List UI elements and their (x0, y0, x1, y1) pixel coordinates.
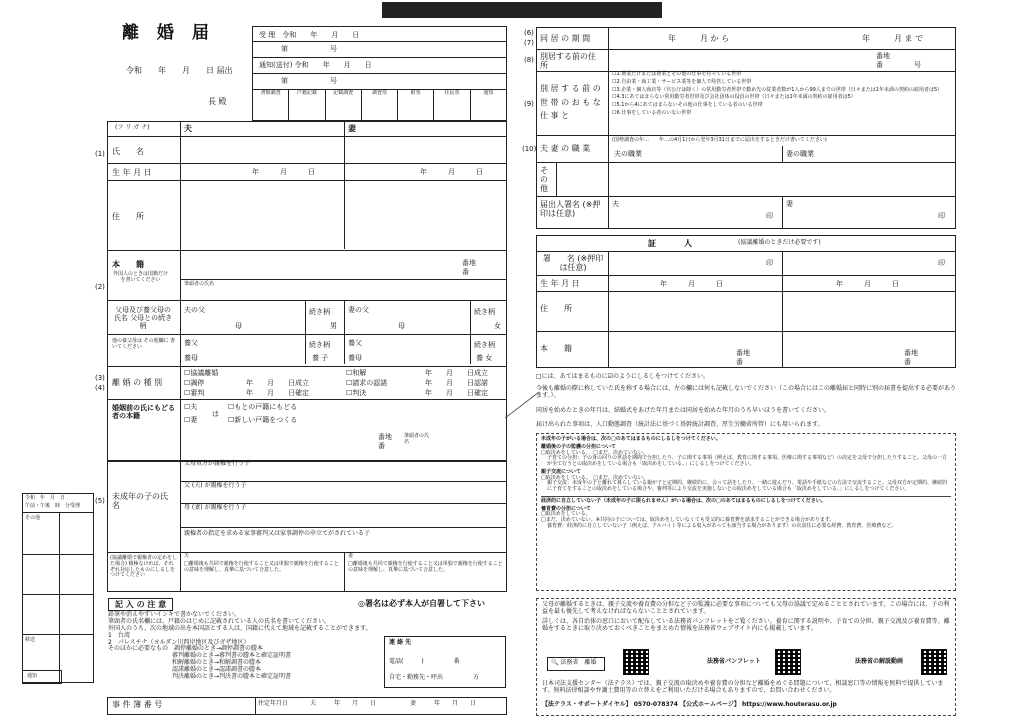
side-stub-small (22, 670, 62, 684)
signer-label: 届出人署名 (※押印は任意) (540, 200, 601, 219)
ban-label: 番 (876, 61, 883, 69)
signer-husband: 夫 (612, 200, 619, 208)
address-label: 住 所 (112, 212, 144, 221)
type-nindaku[interactable]: ☐ 請求の認諾 (346, 379, 387, 387)
stub-row: 令和 年 月 日 (25, 495, 66, 501)
ban-label: 番 (736, 358, 743, 366)
date-established[interactable]: 年 月 日成立 (246, 379, 309, 387)
footer-wife[interactable]: 妻 年 月 日 (410, 700, 477, 707)
witness2-birth[interactable]: 年 月 日 (836, 280, 899, 288)
row-number: (7) (524, 39, 534, 47)
ban-label: 番 (462, 268, 469, 276)
date-finalized[interactable]: 年 月 日確定 (425, 389, 488, 397)
wife-header: 妻 (348, 124, 356, 133)
type-hanketsu[interactable]: ☐ 判決 (346, 389, 366, 397)
stub-row: 移送 (25, 637, 36, 643)
type-kyogi[interactable]: ☐ 協議離婚 (184, 369, 218, 377)
witness-note: (協議離婚のときだけ必要です) (738, 239, 821, 246)
contact-type[interactable]: 自宅・勤務先・呼出 方 (389, 674, 480, 681)
daughter-label: 女 (494, 322, 501, 330)
restore-new[interactable]: ☐ 新しい戸籍をつくる (228, 416, 297, 424)
stub-row: その他 (25, 515, 41, 521)
stamp-col: 記載調査 (326, 89, 362, 120)
header-bar (382, 2, 662, 18)
box-line: 養育費の分担について (541, 505, 591, 512)
minors-label: 未成年の子の氏 名 (112, 492, 184, 511)
adopt-father-wife: 養父 (348, 339, 362, 347)
adopt-mother: 養母 (184, 354, 198, 362)
type-shinpan[interactable]: ☐ 審判 (184, 389, 204, 397)
relation-label: 続き柄 (309, 341, 330, 349)
qr-code-icon[interactable] (623, 649, 649, 675)
relation-label: 続き柄 (309, 308, 330, 316)
stub-row: 午前・午後 時 分受理 (25, 503, 81, 509)
notes-lines (108, 612, 388, 681)
witness-address-label: 住 所 (540, 304, 572, 313)
pamphlet-label[interactable]: 法務省パンフレット (707, 658, 761, 665)
type-wakai[interactable]: ☐ 和解 (346, 369, 366, 377)
notice-line: 通知(送付) 令和 年 月 日 (259, 61, 372, 69)
box-line: 離婚後の子の監護の分担について (541, 443, 616, 450)
husband-birth-field[interactable]: 年 月 日 (252, 168, 315, 176)
recipient: 長 殿 (208, 97, 227, 106)
guidance-para3: 届け出られた事項は、人口動態調査（統計法に基づく基幹統計調査、厚生労働省所管）にも用いられます。 (536, 421, 824, 428)
agreement-wife: 妻 (348, 553, 354, 559)
child-custody-box (536, 433, 956, 591)
work-option[interactable]: ☐ 4.3にあてはまらない常用勤労者世帯及び会社団体の役員の世帯（日々または1年未満の契約の雇用者は5） (612, 95, 952, 101)
form-title: 離 婚 届 (122, 23, 215, 43)
note-line: 和解離婚のとき→和解調書の謄本 (172, 659, 262, 667)
honseki-field[interactable] (182, 252, 458, 278)
reception-no: 第 号 (281, 45, 337, 53)
date-established[interactable]: 年 月 日成立 (425, 369, 488, 377)
seal-mark: 印 (938, 259, 945, 267)
row-number: (3) (95, 374, 105, 382)
case-no-label: 事 件 簿 番 号 (112, 700, 163, 709)
adopt-mother-wife: 養母 (348, 354, 362, 362)
residence-date: 住定年月日 (258, 700, 289, 707)
search-label: 法務省 離婚 (560, 659, 597, 666)
check-note: □には、あてはまるものに☑のようにしるしをつけてください。 (536, 373, 710, 380)
banchi-label: 番地 (736, 349, 750, 357)
note-line: 1 台湾 (108, 631, 130, 639)
agreement-wife-text[interactable]: □離婚後も共同で親権を行使すること又は単独で親権を行使することの意味を理解し、真摯に基づいて合意した。 (348, 561, 503, 573)
husband-mother: 母 (235, 322, 242, 330)
box-line: 子育ての分担：子の身の回りの世話を期間で分担したり、子に関する事項（例えば、教育に関する事項、医療に関する事項など）の決定を父母で分担したりすること。父母の一方が全て行うとの取決めをしている場合も「取決めをしている。」にしるしをつけてください。 (547, 455, 948, 467)
go-label: 号 (914, 61, 921, 69)
stub-note: 通知 (27, 673, 38, 679)
hittousha-label: 筆頭者の氏名 (404, 433, 430, 445)
hittousha-label: 筆頭者の氏名 (184, 281, 215, 287)
ban-label: 番 (904, 358, 911, 366)
work-option[interactable]: ☐ 1.農業だけまたは農業とその他の仕事を持っている世帯 (612, 72, 952, 78)
box-line: 親子交流について (541, 468, 581, 475)
parents-label: 父母及び養父母の氏名 父母との続き柄 (113, 306, 173, 331)
occupation-label: 夫 妻 の 職 業 (540, 144, 591, 153)
footer-husband[interactable]: 夫 年 月 日 (310, 700, 377, 707)
info-para2: 詳しくは、各自治体の窓口において配布している法務省パンフレットをご覧ください。養育に関する説明や、子育ての分担、親子交流及び養育費等、離婚をするときに取り決めておくべきことをまとめた情報を法務省ウェブサイト内にも掲載しています。 (542, 617, 950, 632)
row-number: (1) (95, 150, 105, 158)
work-option[interactable]: ☐ 2.自由業・商工業・サービス業等を個人で経営している世帯 (612, 80, 952, 86)
relation-label: 続き柄 (474, 341, 495, 349)
witness-title: 証 人 (648, 239, 696, 248)
banchi-label: 番地 (876, 52, 890, 60)
signature-note: ◎署名は必ず本人が自署して下さい (358, 599, 485, 608)
reception-box (252, 26, 507, 121)
witness-honseki-label: 本 籍 (540, 344, 572, 353)
date-admitted[interactable]: 年 月 日認諾 (425, 379, 488, 387)
honseki-label: 本 籍 (112, 260, 144, 269)
prior-address-label: 別居する前の住 所 (540, 52, 620, 71)
note-line: 外国人のうち、次の地域の出を本国語とする人は、国籍に代えて地域を記載することができます。 (108, 624, 372, 632)
relation-label: 続き柄 (474, 308, 495, 316)
wife-name-field[interactable] (346, 137, 506, 159)
cohab-label: 同 居 の 期 間 (540, 34, 591, 43)
divorce-type-label: 離 婚 の 種 別 (112, 378, 163, 387)
stamp-col: 通知 (483, 90, 494, 96)
cohab-to[interactable]: 年 月 ま で (862, 34, 924, 43)
note-line: 2 パレスチナ（ヨルダン川西岸地区及びガザ地区） (108, 638, 250, 646)
son-label: 男 (330, 322, 337, 330)
row-number: (5) (95, 497, 105, 505)
info-para: 父母が離婚するときは、親子交流や養育費の分担など子の監護に必要な事項についても父母の協議で定めることとされています。この場合には、子の利益を最も優先して考えなければならないこととされています。 (542, 601, 950, 615)
row-number: (9) (524, 100, 534, 108)
info-box (536, 598, 956, 716)
note-line: 判決離婚のとき→判決書の謄本と確定証明書 (172, 673, 292, 681)
note-line: 審判離婚のとき→審判書の謄本と確定証明書 (172, 652, 292, 660)
row-number: (8) (524, 56, 534, 64)
honseki-note: 外国人のときは国籍だけを書いてください (113, 271, 169, 283)
notice-no: 第 号 (281, 77, 337, 85)
other-field[interactable] (560, 164, 954, 194)
hotline[interactable]: 【法テラス・サポートダイヤル】 0570-078374 【公式ホームページ】 https://www.houterasu.or.jp (542, 701, 837, 708)
box-line: 未成年の子がいる場合は、次の□のあてはまるものにしるしをつけてください。 (541, 436, 721, 442)
wife-birth-field[interactable]: 年 月 日 (420, 168, 483, 176)
husband-header: 夫 (184, 124, 192, 133)
qr-code-icon[interactable] (921, 649, 947, 675)
note-line: 鉛筆や消えやすいインキで書かないでください。 (108, 611, 241, 618)
notes-title: 記 入 の 注 意 (108, 598, 173, 611)
adopt-father: 養父 (184, 339, 198, 347)
side-stub (22, 493, 94, 683)
stamp-col: 附票 (398, 89, 434, 120)
work-option[interactable]: ☐ 6.仕事をしている者のいない世帯 (612, 111, 952, 117)
agreement-label: (協議離婚で親権者の定めをした場合) 積極なければ、それぞれ対応したものにしるしをつけてください (110, 555, 177, 579)
work-options (612, 72, 952, 117)
box-line[interactable]: □取決めをしている。 □まだ、決めていない。 (541, 449, 648, 456)
box-line: 親子交流：未成年の子と離れて暮らしている親が子と定期的、継続的に、会って話をしたり、一緒に遊んだり、電話や手紙などの方法で交流すること。父母双方が定期的、継続的に子育てをすることの取決めをしている場合や、審判等により交流を実施しないとの取決めをしている場合も「取決めをしている。」にしるしをつけてください。 (547, 480, 948, 492)
stamp-col: 調査票 (362, 89, 398, 120)
row-number: (10) (522, 145, 537, 153)
note-line: 認諾離婚のとき→認諾調書の謄本 (172, 666, 262, 674)
box-line: 養育費：経済的に自立していない子（例えば、アルバイト等による収入があっても該当する場合があります）の衣食住に必要な経費、教育費、医療費など。 (547, 522, 897, 529)
husband-job[interactable]: 夫の職業 (614, 150, 642, 158)
minors-mother: 母 (妻) が親権を行う子 (184, 504, 247, 511)
note-line: 筆頭者の氏名欄には、戸籍のはじめに記載されている人の氏名を書いてください。 (108, 617, 331, 625)
witness1-birth[interactable]: 年 月 日 (660, 280, 723, 288)
furigana-label: (フ リ ガ ナ) (115, 124, 150, 131)
work-option[interactable]: ☐ 3.企業・個人商店等（官公庁は除く）の常用勤労者世帯で勤め先の従業者数が1人から99人までの世帯（日々または1年未満の契約の雇用者は5） (612, 88, 952, 94)
stamp-col: 戸籍記載 (289, 89, 325, 120)
row-number: (6) (524, 29, 534, 37)
minors-court: 親権者の指定を求める家事審判又は家事調停の申立てがされている子 (184, 530, 371, 537)
ban-label: 番 (378, 442, 385, 450)
terrace-para: 日本司法支援センター（法テラス）では、親子交流の取決めや養育費の分担など離婚をめぐる問題について、相談窓口等の情報を無料で提供しています。無料法律相談や弁護士費用等の立替えをご利用いただける場合もありますので、お問い合わせください。 (542, 680, 944, 694)
adopt-son: 養 子 (312, 354, 329, 362)
contact-label: 連 絡 先 (389, 639, 412, 646)
box-line: 経済的に自立していない子（未成年の子に限られません）がいる場合は、次の□のあてはまるものにしるしをつけてください。 (541, 496, 951, 505)
signer-wife: 妻 (786, 200, 793, 208)
minors-father: 父 (夫) が親権を行う子 (184, 482, 247, 489)
work-option[interactable]: ☐ 5.1から4にあてはまらないその他の仕事をしている者のいる世帯 (612, 103, 952, 109)
agreement-husband: 夫 (184, 553, 190, 559)
census-note: (国勢調査の年… 年…の4月1日から翌年3月31日までに届出をするときだけ書いてください) (612, 137, 827, 143)
husband-name-field[interactable] (182, 137, 342, 159)
address-field[interactable] (182, 182, 506, 248)
restore-label: 婚姻前の氏にもどる者の本籍 (112, 404, 175, 421)
name-label: 氏 名 (112, 147, 144, 156)
note-line: そのほかに必要なもの 調停離婚のとき→調停調書の謄本 (108, 645, 264, 653)
cohab-from[interactable]: 年 月 か ら (668, 34, 730, 43)
type-chotei[interactable]: ☐ 調停 (184, 379, 204, 387)
stamp-col: 書類調査 (253, 89, 289, 120)
box-line[interactable]: □まだ、決めていない。※共同の子については、取決めをしていなくても受父的に養育費を請求することができる場合があります。 (541, 517, 835, 523)
adopt-note: 他の養父母は その他欄に 書いてください (112, 338, 176, 350)
witness-sign-label: 署 名 (※押印は任意) (542, 254, 604, 273)
stamp-col: 住民票 (434, 89, 470, 120)
restore-wife[interactable]: ☐ 妻 (184, 416, 197, 424)
restore-original[interactable]: ☐ もとの戸籍にもどる (228, 403, 297, 411)
box-line[interactable]: □取決めをしている。 (541, 511, 591, 518)
guidance-para2: 同居を始めたときの年月は、結婚式をあげた年月または同居を始めた年月のうち早いほうを書いてください。 (536, 407, 831, 414)
witness-birth-label: 生 年 月 日 (540, 279, 580, 288)
banchi-label: 番地 (378, 433, 392, 441)
date-finalized[interactable]: 年 月 日確定 (246, 389, 309, 397)
wife-father: 妻の父 (348, 306, 369, 314)
adopt-daughter: 養 女 (476, 354, 493, 362)
explain-label[interactable]: 法務省の解説動画 (855, 658, 904, 665)
qr-code-icon[interactable] (775, 649, 801, 675)
guidance-para1: 今後も離婚の際に称していた氏を称する場合には、左の欄には何も記載しないでください（この場合にはこの離婚届と同時に別の届書を提出する必要があります。）。 (536, 385, 957, 399)
contact-box[interactable] (384, 636, 506, 688)
reception-line: 受 理 令和 年 月 日 (259, 31, 360, 39)
wife-mother: 母 (398, 322, 405, 330)
seal-mark: 印 (766, 212, 773, 220)
agreement-husband-text[interactable]: □離婚後も共同で親権を行使すること又は単独で親権を行使することの意味を理解し、真摯に基づいて合意した。 (184, 561, 339, 573)
seal-mark: 印 (766, 259, 773, 267)
other-label: そ の 他 (540, 166, 548, 194)
pointer-line (505, 390, 541, 420)
row-number: (2) (95, 283, 105, 291)
husband-father: 夫の父 (184, 306, 205, 314)
banchi-label: 番地 (462, 259, 476, 267)
filing-date[interactable]: 令和 年 月 日 届出 (126, 66, 233, 75)
birth-label: 生 年 月 日 (112, 168, 152, 177)
restore-husband[interactable]: ☐ 夫 (184, 403, 197, 411)
restore-wa: は (212, 410, 219, 418)
search-box[interactable]: 🔍 法務省 離婚 (547, 657, 605, 671)
wife-job[interactable]: 妻の職業 (786, 150, 814, 158)
box-line[interactable]: □取決めをしている。 □まだ、決めていない。 (541, 474, 648, 481)
work-label: 別 居 す る 前 の 世 帯 の お も な 仕 事 と (540, 84, 601, 121)
contact-phone[interactable]: 電話( ) 番 (389, 658, 460, 665)
row-number: (4) (95, 384, 105, 392)
seal-mark: 印 (938, 212, 945, 220)
minors-both: 父母双方が親権を行う子 (184, 460, 251, 467)
banchi-label: 番地 (904, 349, 918, 357)
stamp-columns (253, 89, 506, 120)
